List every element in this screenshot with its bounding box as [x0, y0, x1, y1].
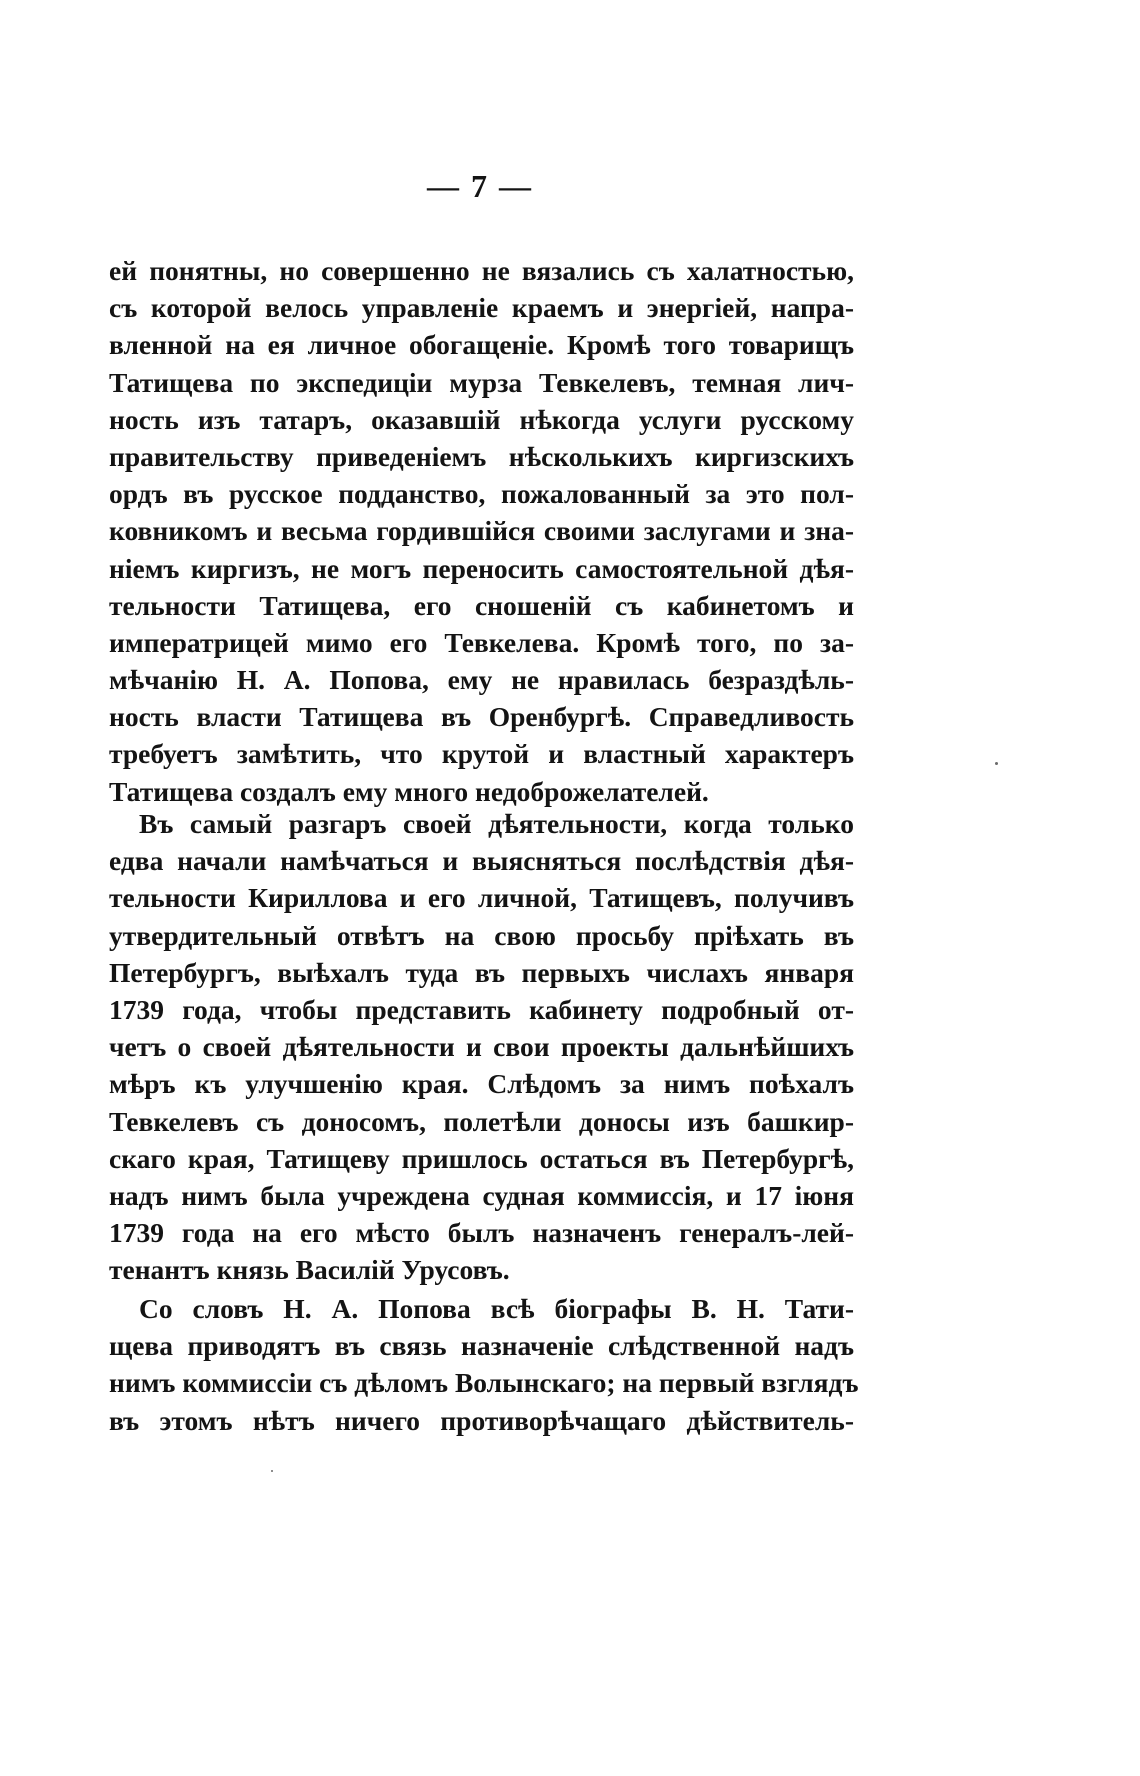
text-line: Со словъ Н. А. Попова всѣ біографы В. Н. Тати- — [139, 1293, 854, 1324]
paragraph — [109, 805, 854, 1288]
text-line: мѣръ къ улучшенію края. Слѣдомъ за нимъ поѣхалъ — [109, 1068, 854, 1100]
text-line: тельности Татищева, его сношеній съ кабинетомъ и — [109, 589, 854, 621]
paragraph — [109, 1290, 859, 1439]
text-line: ей понятны, но совершенно не вязались съ халатностью, — [109, 255, 854, 286]
text-line: Татищева создалъ ему много недоброжелателей. — [109, 775, 709, 807]
text-line: ніемъ киргизъ, не могъ переносить самостоятельной дѣя- — [109, 552, 854, 584]
text-line: императрицей мимо его Тевкелева. Кромѣ того, по за- — [109, 626, 854, 658]
text-line: ность изъ татаръ, оказавшій нѣкогда услуги русскому — [109, 403, 854, 435]
page-number: — 7 — — [427, 168, 533, 204]
scan-speck — [995, 762, 998, 765]
text-line: щева приводятъ въ связь назначеніе слѣдственной надъ — [109, 1330, 854, 1362]
text-line: вленной на ея личное обогащеніе. Кромѣ того товарищъ — [109, 329, 854, 361]
text-line: тельности Кириллова и его личной, Татищевъ, получивъ — [109, 882, 854, 914]
paragraph — [109, 252, 854, 810]
scan-speck — [271, 1470, 273, 1472]
text-line: едва начали намѣчаться и выясняться послѣдствія дѣя- — [109, 845, 854, 877]
text-line: ордъ въ русское подданство, пожалованный за это пол- — [109, 478, 854, 510]
text-line: Татищева по экспедиціи мурза Тевкелевъ, темная лич- — [109, 366, 854, 398]
text-line: тенантъ князь Василій Урусовъ. — [109, 1254, 510, 1286]
text-line: 1739 года, чтобы представить кабинету подробный от- — [109, 993, 854, 1025]
text-line: требуетъ замѣтить, что крутой и властный характеръ — [109, 738, 854, 770]
text-line: ность власти Татищева въ Оренбургѣ. Справедливость — [109, 701, 854, 733]
text-line: ковникомъ и весьма гордившійся своими заслугами и зна- — [109, 515, 854, 547]
text-line: надъ нимъ была учреждена судная коммиссія, и 17 іюня — [109, 1179, 854, 1211]
text-line: съ которой велось управленіе краемъ и энергіей, напра- — [109, 292, 854, 324]
text-line: Петербургъ, выѣхалъ туда въ первыхъ числахъ января — [109, 956, 854, 988]
text-line: скаго края, Татищеву пришлось остаться въ Петербургѣ, — [109, 1142, 854, 1174]
text-line: правительству приведеніемъ нѣсколькихъ киргизскихъ — [109, 440, 854, 472]
text-line: въ этомъ нѣтъ ничего противорѣчащаго дѣйствитель- — [109, 1404, 854, 1436]
text-line: Въ самый разгаръ своей дѣятельности, когда только — [139, 808, 854, 839]
text-line: мѣчанію Н. А. Попова, ему не нравилась безраздѣль- — [109, 664, 854, 696]
text-line: Тевкелевъ съ доносомъ, полетѣли доносы изъ башкир- — [109, 1105, 854, 1137]
text-line: утвердительный отвѣтъ на свою просьбу пріѣхать въ — [109, 919, 854, 951]
text-line: нимъ коммиссіи съ дѣломъ Волынскаго; на первый взглядъ — [109, 1367, 859, 1399]
text-line: 1739 года на его мѣсто былъ назначенъ генералъ-лей- — [109, 1217, 854, 1249]
text-line: четъ о своей дѣятельности и свои проекты дальнѣйшихъ — [109, 1031, 854, 1063]
